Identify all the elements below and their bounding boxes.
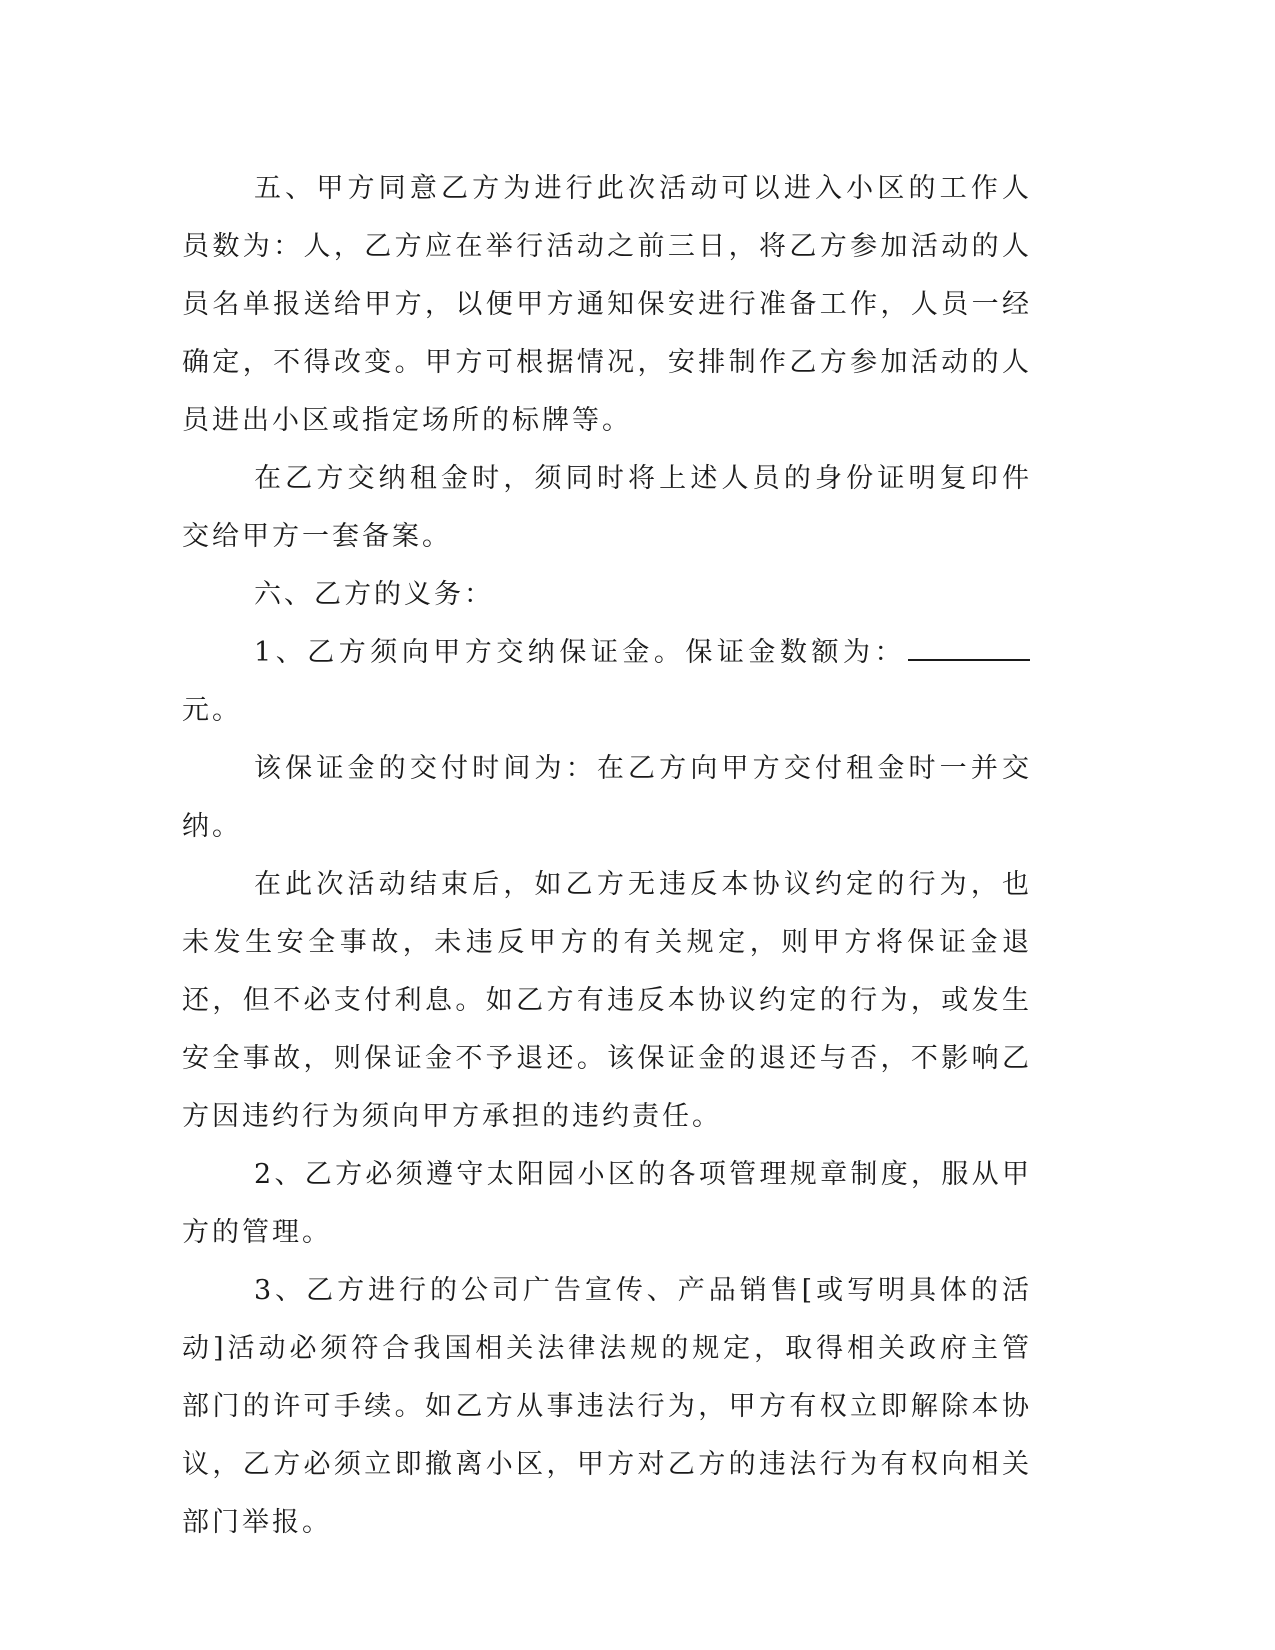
- deposit-amount-blank: [908, 635, 1030, 661]
- deposit-refund-paragraph: 在此次活动结束后，如乙方无违反本协议约定的行为，也未发生安全事故，未违反甲方的有关规定，则甲方将保证金退还，但不必支付利息。如乙方有违反本协议约定的行为，或发生安全事故，则保证金不予退还。该保证金的退还与否，不影响乙方因违约行为须向甲方承担的违约责任。: [182, 869, 1032, 1132]
- legal-compliance-paragraph: 3、乙方进行的公司广告宣传、产品销售[或写明具体的活动]活动必须符合我国相关法律法规的规定，取得相关政府主管部门的许可手续。如乙方从事违法行为，甲方有权立即解除本协议，乙方必须立即撤离小区，甲方对乙方的违法行为有权向相关部门举报。: [182, 1275, 1032, 1538]
- clause-five-paragraph: 五、甲方同意乙方为进行此次活动可以进入小区的工作人员数为：人，乙方应在举行活动之前三日，将乙方参加活动的人员名单报送给甲方，以便甲方通知保安进行准备工作，人员一经确定，不得改变。甲方可根据情况，安排制作乙方参加活动的人员进出小区或指定场所的标牌等。: [182, 173, 1032, 436]
- id-copy-paragraph: 在乙方交纳租金时，须同时将上述人员的身份证明复印件交给甲方一套备案。: [182, 463, 1032, 552]
- deposit-time-paragraph: 该保证金的交付时间为：在乙方向甲方交付租金时一并交纳。: [182, 753, 1032, 842]
- deposit-amount-unit: 元。: [182, 695, 242, 726]
- rules-compliance-paragraph: 2、乙方必须遵守太阳园小区的各项管理规章制度，服从甲方的管理。: [182, 1159, 1032, 1248]
- deposit-amount-paragraph: [182, 624, 1032, 740]
- clause-six-heading: 六、乙方的义务：: [254, 579, 494, 610]
- deposit-amount-text: 1、乙方须向甲方交纳保证金。保证金数额为：: [254, 637, 906, 668]
- document-body: [182, 160, 1032, 1552]
